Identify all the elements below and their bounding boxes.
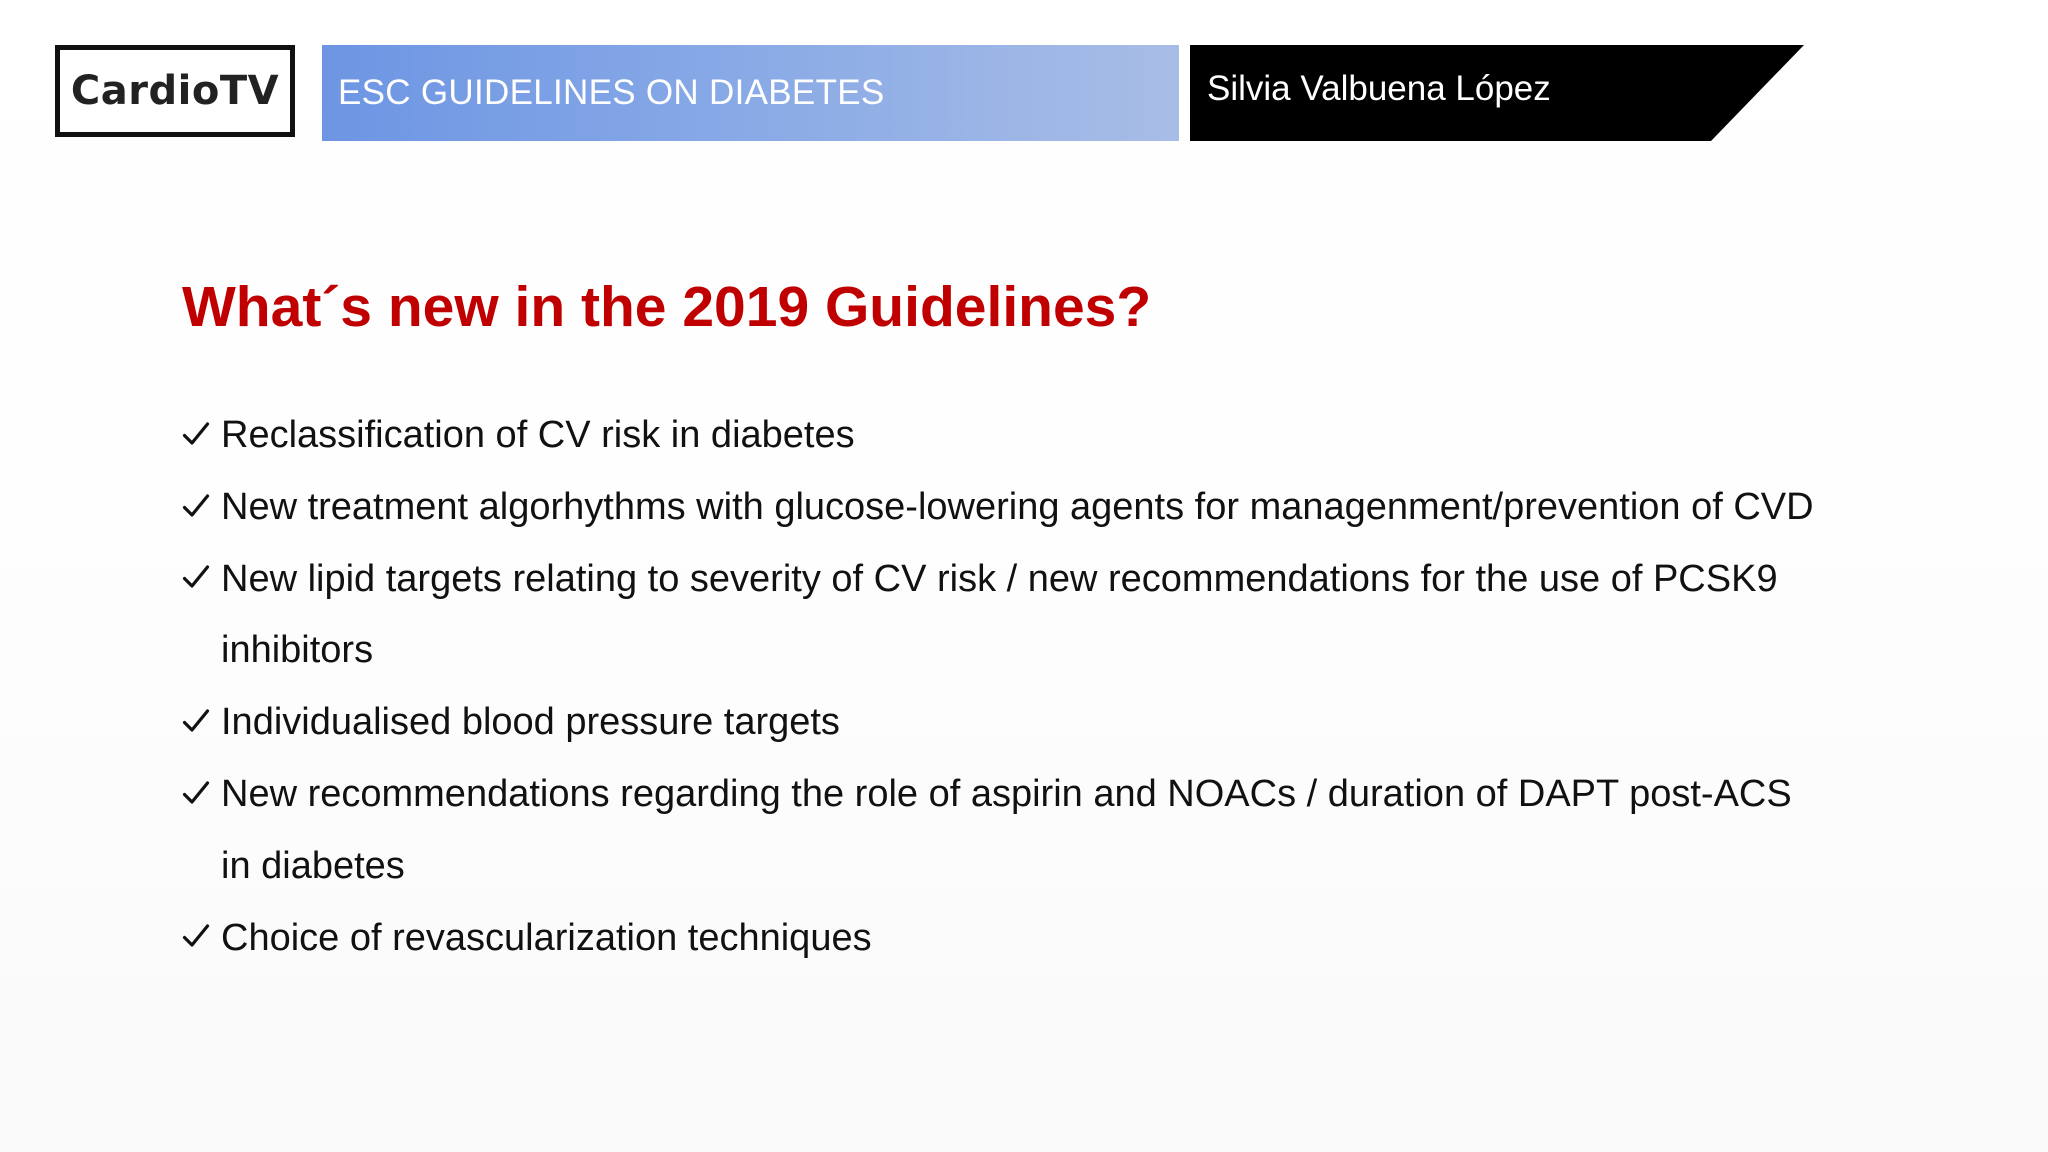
- check-icon: [182, 472, 212, 544]
- check-icon: [182, 687, 212, 759]
- bullet-item: [182, 903, 1902, 975]
- bullet-text: New recommendations regarding the role of aspirin and NOACs / duration of DAPT post-ACS: [221, 772, 1792, 815]
- bullet-item: [182, 472, 1902, 544]
- bullet-text: New treatment algorhythms with glucose-lowering agents for managenment/prevention of CVD: [221, 485, 1814, 528]
- section-banner: [322, 45, 1179, 141]
- bullet-item: [182, 687, 1902, 759]
- speaker-name: Silvia Valbuena López: [1207, 69, 1551, 108]
- bullet-text: Choice of revascularization techniques: [221, 916, 872, 959]
- bullet-text: New lipid targets relating to severity of CV risk / new recommendations for the use of PCSK9: [221, 557, 1778, 600]
- check-icon: [182, 903, 212, 975]
- check-icon: [182, 400, 212, 472]
- bullet-item: [182, 544, 1902, 688]
- banner-title: ESC GUIDELINES ON DIABETES: [338, 73, 885, 112]
- bullet-text: Individualised blood pressure targets: [221, 701, 840, 744]
- bullet-item: [182, 400, 1902, 472]
- speaker-tag: [1190, 45, 1804, 141]
- bullet-text: Reclassification of CV risk in diabetes: [221, 414, 855, 456]
- check-icon: [182, 544, 212, 616]
- slide-title: What´s new in the 2019 Guidelines?: [182, 275, 1152, 339]
- cardiotv-logo: [55, 45, 295, 137]
- bullet-text: in diabetes: [221, 844, 405, 887]
- bullet-text: inhibitors: [221, 629, 374, 672]
- check-icon: [182, 759, 212, 831]
- bullet-item: [182, 759, 1902, 903]
- bullet-list: [182, 400, 1902, 974]
- logo-text: CardioTV: [70, 68, 280, 114]
